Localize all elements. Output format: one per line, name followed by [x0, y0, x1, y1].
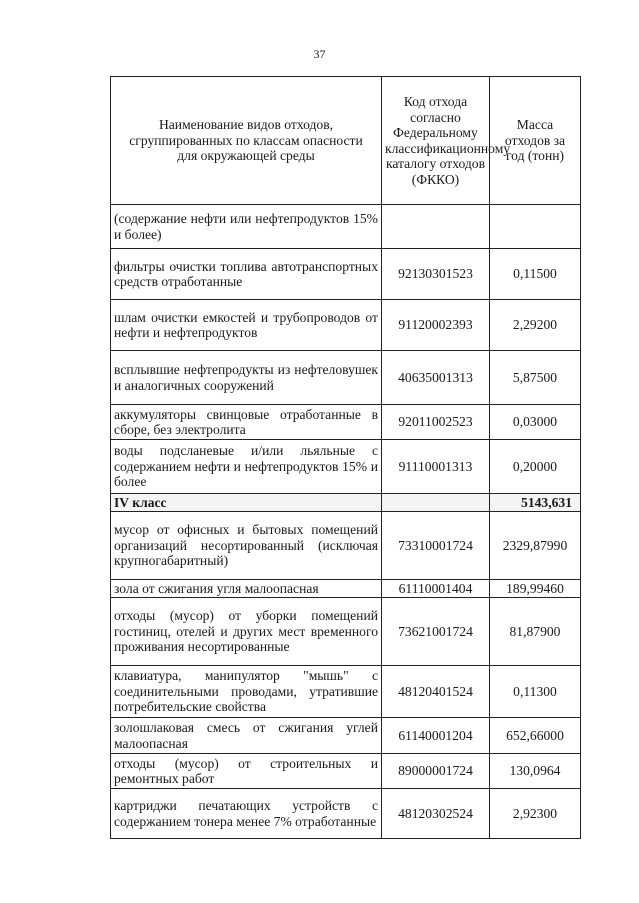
waste-name-cell: мусор от офисных и бытовых помещений организаций несортированный (исключая крупногабаритный) — [111, 512, 382, 580]
header-fkko-code: Код отхода согласно Федеральному классификационному каталогу отходов (ФККО) — [382, 77, 490, 205]
waste-name-cell: аккумуляторы свинцовые отработанные в сборе, без электролита — [111, 405, 382, 440]
waste-mass-cell: 0,03000 — [490, 405, 581, 440]
waste-code-cell: 61110001404 — [382, 580, 490, 598]
hazard-class-row — [111, 494, 581, 512]
table-row — [111, 205, 581, 249]
hazard-class-total: 5143,631 — [490, 494, 581, 512]
table-row — [111, 351, 581, 405]
waste-name-cell: отходы (мусор) от строительных и ремонтных работ — [111, 754, 382, 789]
table-row — [111, 512, 581, 580]
waste-code-cell: 40635001313 — [382, 351, 490, 405]
table-row — [111, 580, 581, 598]
waste-mass-cell: 2329,87990 — [490, 512, 581, 580]
table-row — [111, 789, 581, 839]
table-row — [111, 300, 581, 351]
waste-name-cell: фильтры очистки топлива автотранспортных средств отработанные — [111, 249, 382, 300]
waste-name-cell: отходы (мусор) от уборки помещений гостиниц, отелей и других мест временного проживания несортированные — [111, 598, 382, 666]
table-row — [111, 666, 581, 718]
waste-mass-cell: 5,87500 — [490, 351, 581, 405]
waste-code-cell: 73310001724 — [382, 512, 490, 580]
waste-code-cell: 92011002523 — [382, 405, 490, 440]
waste-name-cell: воды подсланевые и/или льяльные с содержанием нефти и нефтепродуктов 15% и более — [111, 440, 382, 494]
waste-name-cell: клавиатура, манипулятор "мышь" с соединительными проводами, утратившие потребительские свойства — [111, 666, 382, 718]
waste-table — [110, 76, 581, 839]
table-row — [111, 405, 581, 440]
waste-code-cell: 61140001204 — [382, 718, 490, 754]
header-mass: Масса отходов за год (тонн) — [490, 77, 581, 205]
waste-mass-cell: 2,92300 — [490, 789, 581, 839]
hazard-class-label: IV класс — [111, 494, 382, 512]
waste-name-cell: золошлаковая смесь от сжигания углей малоопасная — [111, 718, 382, 754]
waste-mass-cell: 189,99460 — [490, 580, 581, 598]
waste-code-cell: 89000001724 — [382, 754, 490, 789]
waste-code-cell: 48120302524 — [382, 789, 490, 839]
waste-name-cell: (содержание нефти или нефтепродуктов 15% и более) — [111, 205, 382, 249]
waste-name-cell: шлам очистки емкостей и трубопроводов от нефти и нефтепродуктов — [111, 300, 382, 351]
table-row — [111, 440, 581, 494]
table-row — [111, 718, 581, 754]
waste-code-cell: 92130301523 — [382, 249, 490, 300]
waste-name-cell: картриджи печатающих устройств с содержанием тонера менее 7% отработанные — [111, 789, 382, 839]
waste-mass-cell: 81,87900 — [490, 598, 581, 666]
table-row — [111, 249, 581, 300]
table-row — [111, 754, 581, 789]
waste-code-cell: 73621001724 — [382, 598, 490, 666]
waste-mass-cell: 0,11500 — [490, 249, 581, 300]
hazard-class-code — [382, 494, 490, 512]
waste-mass-cell: 652,66000 — [490, 718, 581, 754]
header-waste-name: Наименование видов отходов, сгруппированных по классам опасности для окружающей среды — [111, 77, 382, 205]
table-row — [111, 598, 581, 666]
waste-code-cell — [382, 205, 490, 249]
waste-name-cell: зола от сжигания угля малоопасная — [111, 580, 382, 598]
waste-code-cell: 91110001313 — [382, 440, 490, 494]
waste-code-cell: 91120002393 — [382, 300, 490, 351]
page-number: 37 — [313, 47, 326, 61]
waste-mass-cell: 130,0964 — [490, 754, 581, 789]
table-header-row — [111, 77, 581, 205]
waste-mass-cell: 0,20000 — [490, 440, 581, 494]
waste-mass-cell: 2,29200 — [490, 300, 581, 351]
waste-name-cell: всплывшие нефтепродукты из нефтеловушек и аналогичных сооружений — [111, 351, 382, 405]
waste-mass-cell — [490, 205, 581, 249]
waste-mass-cell: 0,11300 — [490, 666, 581, 718]
waste-code-cell: 48120401524 — [382, 666, 490, 718]
